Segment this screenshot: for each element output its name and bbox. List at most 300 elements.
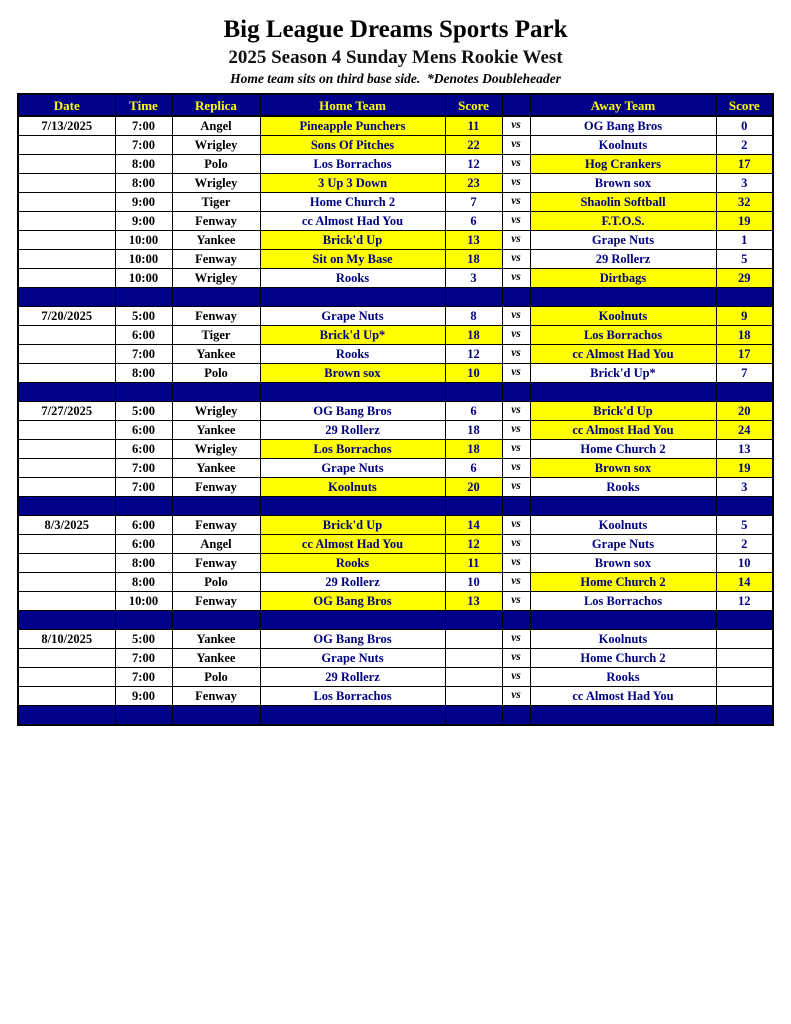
away-score-cell: 2 (716, 535, 773, 554)
game-row (18, 116, 773, 136)
home-team-cell: Koolnuts (260, 478, 445, 497)
away-score-cell (716, 630, 773, 649)
vs-cell: vs (502, 269, 530, 288)
game-row (18, 668, 773, 687)
vs-cell: vs (502, 516, 530, 535)
vs-cell: vs (502, 345, 530, 364)
time-cell: 5:00 (115, 307, 172, 326)
home-score-cell: 18 (445, 440, 502, 459)
date-cell: 7/13/2025 (18, 116, 115, 136)
home-team-cell: Rooks (260, 345, 445, 364)
separator-cell (18, 611, 115, 630)
date-cell (18, 668, 115, 687)
date-cell (18, 649, 115, 668)
time-cell: 7:00 (115, 649, 172, 668)
time-cell: 8:00 (115, 155, 172, 174)
game-row (18, 649, 773, 668)
replica-cell: Yankee (172, 459, 260, 478)
replica-cell: Fenway (172, 554, 260, 573)
date-cell (18, 326, 115, 345)
home-score-cell: 7 (445, 193, 502, 212)
game-row (18, 478, 773, 497)
game-row (18, 345, 773, 364)
col-header-score: Score (716, 94, 773, 116)
away-team-cell: Dirtbags (530, 269, 716, 288)
date-cell (18, 212, 115, 231)
home-team-cell: Grape Nuts (260, 459, 445, 478)
vs-cell: vs (502, 649, 530, 668)
away-team-cell: Koolnuts (530, 630, 716, 649)
date-cell (18, 459, 115, 478)
home-score-cell (445, 630, 502, 649)
vs-cell: vs (502, 421, 530, 440)
away-score-cell: 10 (716, 554, 773, 573)
away-score-cell: 17 (716, 155, 773, 174)
replica-cell: Wrigley (172, 440, 260, 459)
away-team-cell: cc Almost Had You (530, 345, 716, 364)
home-team-cell: Los Borrachos (260, 440, 445, 459)
separator-cell (445, 611, 502, 630)
home-score-cell: 11 (445, 116, 502, 136)
date-cell (18, 345, 115, 364)
home-score-cell (445, 668, 502, 687)
time-cell: 6:00 (115, 326, 172, 345)
home-team-cell: Grape Nuts (260, 307, 445, 326)
away-score-cell: 32 (716, 193, 773, 212)
away-team-cell: Home Church 2 (530, 440, 716, 459)
separator-cell (502, 497, 530, 516)
away-score-cell: 14 (716, 573, 773, 592)
away-team-cell: 29 Rollerz (530, 250, 716, 269)
away-team-cell: Koolnuts (530, 307, 716, 326)
separator-cell (445, 288, 502, 307)
game-row (18, 459, 773, 478)
home-score-cell: 13 (445, 231, 502, 250)
away-team-cell: Brick'd Up (530, 402, 716, 421)
time-cell: 10:00 (115, 269, 172, 288)
replica-cell: Yankee (172, 231, 260, 250)
home-team-cell: cc Almost Had You (260, 212, 445, 231)
separator-cell (716, 288, 773, 307)
game-row (18, 421, 773, 440)
time-cell: 9:00 (115, 212, 172, 231)
away-score-cell: 24 (716, 421, 773, 440)
replica-cell: Wrigley (172, 269, 260, 288)
vs-cell: vs (502, 212, 530, 231)
away-team-cell: Los Borrachos (530, 326, 716, 345)
home-score-cell: 6 (445, 212, 502, 231)
game-row (18, 630, 773, 649)
date-cell (18, 269, 115, 288)
game-row (18, 364, 773, 383)
date-cell: 8/10/2025 (18, 630, 115, 649)
away-team-cell: Brick'd Up* (530, 364, 716, 383)
away-team-cell: Grape Nuts (530, 535, 716, 554)
home-score-cell: 14 (445, 516, 502, 535)
home-score-cell: 13 (445, 592, 502, 611)
separator-cell (172, 706, 260, 726)
away-team-cell: Brown sox (530, 554, 716, 573)
away-score-cell: 29 (716, 269, 773, 288)
home-score-cell: 12 (445, 345, 502, 364)
home-score-cell: 3 (445, 269, 502, 288)
time-cell: 9:00 (115, 193, 172, 212)
home-score-cell: 10 (445, 573, 502, 592)
away-score-cell: 5 (716, 250, 773, 269)
vs-cell: vs (502, 174, 530, 193)
replica-cell: Fenway (172, 592, 260, 611)
home-score-cell: 18 (445, 326, 502, 345)
game-row (18, 193, 773, 212)
away-score-cell: 13 (716, 440, 773, 459)
date-cell (18, 554, 115, 573)
col-header-vs (502, 94, 530, 116)
replica-cell: Angel (172, 116, 260, 136)
date-cell (18, 155, 115, 174)
away-score-cell: 7 (716, 364, 773, 383)
separator-cell (18, 706, 115, 726)
replica-cell: Yankee (172, 421, 260, 440)
separator-cell (716, 383, 773, 402)
game-row (18, 307, 773, 326)
vs-cell: vs (502, 440, 530, 459)
col-header-time: Time (115, 94, 172, 116)
date-cell (18, 136, 115, 155)
col-header-score: Score (445, 94, 502, 116)
separator-cell (502, 288, 530, 307)
home-score-cell: 11 (445, 554, 502, 573)
date-cell (18, 535, 115, 554)
group-separator-row (18, 706, 773, 726)
time-cell: 7:00 (115, 136, 172, 155)
replica-cell: Wrigley (172, 174, 260, 193)
home-team-cell: OG Bang Bros (260, 630, 445, 649)
away-team-cell: Koolnuts (530, 516, 716, 535)
column-header-row (18, 94, 773, 116)
separator-cell (115, 383, 172, 402)
vs-cell: vs (502, 250, 530, 269)
time-cell: 7:00 (115, 459, 172, 478)
home-team-cell: Pineapple Punchers (260, 116, 445, 136)
away-team-cell: Rooks (530, 668, 716, 687)
game-row (18, 592, 773, 611)
time-cell: 7:00 (115, 116, 172, 136)
time-cell: 7:00 (115, 478, 172, 497)
game-row (18, 326, 773, 345)
home-score-cell: 20 (445, 478, 502, 497)
col-header-replica: Replica (172, 94, 260, 116)
separator-cell (530, 611, 716, 630)
time-cell: 10:00 (115, 592, 172, 611)
separator-cell (260, 497, 445, 516)
vs-cell: vs (502, 668, 530, 687)
replica-cell: Wrigley (172, 136, 260, 155)
time-cell: 10:00 (115, 250, 172, 269)
separator-cell (530, 497, 716, 516)
separator-cell (260, 706, 445, 726)
game-row (18, 554, 773, 573)
away-team-cell: Los Borrachos (530, 592, 716, 611)
away-team-cell: cc Almost Had You (530, 687, 716, 706)
home-score-cell: 6 (445, 402, 502, 421)
replica-cell: Fenway (172, 307, 260, 326)
away-score-cell: 1 (716, 231, 773, 250)
replica-cell: Fenway (172, 516, 260, 535)
time-cell: 6:00 (115, 421, 172, 440)
home-team-cell: Brick'd Up (260, 516, 445, 535)
home-score-cell: 8 (445, 307, 502, 326)
separator-cell (18, 383, 115, 402)
vs-cell: vs (502, 307, 530, 326)
date-cell: 7/27/2025 (18, 402, 115, 421)
date-cell (18, 231, 115, 250)
time-cell: 6:00 (115, 535, 172, 554)
time-cell: 6:00 (115, 440, 172, 459)
date-cell (18, 250, 115, 269)
separator-cell (172, 611, 260, 630)
home-team-cell: cc Almost Had You (260, 535, 445, 554)
away-score-cell (716, 687, 773, 706)
game-row (18, 573, 773, 592)
date-cell (18, 193, 115, 212)
replica-cell: Fenway (172, 687, 260, 706)
page-note: Home team sits on third base side. *Denotes Doubleheader (230, 71, 561, 87)
time-cell: 8:00 (115, 174, 172, 193)
replica-cell: Polo (172, 155, 260, 174)
vs-cell: vs (502, 535, 530, 554)
home-team-cell: 29 Rollerz (260, 573, 445, 592)
replica-cell: Angel (172, 535, 260, 554)
away-score-cell: 17 (716, 345, 773, 364)
vs-cell: vs (502, 478, 530, 497)
game-row (18, 136, 773, 155)
col-header-date: Date (18, 94, 115, 116)
home-score-cell: 18 (445, 421, 502, 440)
separator-cell (172, 383, 260, 402)
time-cell: 6:00 (115, 516, 172, 535)
game-row (18, 212, 773, 231)
replica-cell: Yankee (172, 649, 260, 668)
vs-cell: vs (502, 326, 530, 345)
page-subtitle: 2025 Season 4 Sunday Mens Rookie West (228, 46, 563, 68)
date-cell (18, 478, 115, 497)
vs-cell: vs (502, 364, 530, 383)
separator-cell (445, 497, 502, 516)
game-row (18, 516, 773, 535)
time-cell: 10:00 (115, 231, 172, 250)
home-team-cell: Brick'd Up* (260, 326, 445, 345)
separator-cell (716, 611, 773, 630)
replica-cell: Fenway (172, 250, 260, 269)
vs-cell: vs (502, 136, 530, 155)
home-score-cell: 22 (445, 136, 502, 155)
away-score-cell: 3 (716, 174, 773, 193)
vs-cell: vs (502, 231, 530, 250)
home-score-cell: 12 (445, 155, 502, 174)
time-cell: 7:00 (115, 668, 172, 687)
separator-cell (172, 497, 260, 516)
group-separator-row (18, 611, 773, 630)
home-score-cell: 23 (445, 174, 502, 193)
separator-cell (115, 706, 172, 726)
away-score-cell: 5 (716, 516, 773, 535)
away-team-cell: Koolnuts (530, 136, 716, 155)
home-score-cell: 10 (445, 364, 502, 383)
vs-cell: vs (502, 573, 530, 592)
replica-cell: Fenway (172, 212, 260, 231)
time-cell: 8:00 (115, 554, 172, 573)
home-team-cell: Sons Of Pitches (260, 136, 445, 155)
vs-cell: vs (502, 193, 530, 212)
away-score-cell: 9 (716, 307, 773, 326)
away-team-cell: Brown sox (530, 174, 716, 193)
group-separator-row (18, 497, 773, 516)
game-row (18, 402, 773, 421)
home-team-cell: Los Borrachos (260, 687, 445, 706)
schedule-table (17, 93, 774, 726)
separator-cell (445, 706, 502, 726)
separator-cell (445, 383, 502, 402)
page-title: Big League Dreams Sports Park (223, 16, 568, 43)
vs-cell: vs (502, 459, 530, 478)
home-team-cell: 3 Up 3 Down (260, 174, 445, 193)
home-team-cell: Grape Nuts (260, 649, 445, 668)
separator-cell (502, 706, 530, 726)
home-score-cell (445, 687, 502, 706)
date-cell (18, 421, 115, 440)
replica-cell: Tiger (172, 326, 260, 345)
home-score-cell: 18 (445, 250, 502, 269)
date-cell (18, 573, 115, 592)
home-team-cell: Home Church 2 (260, 193, 445, 212)
away-team-cell: Home Church 2 (530, 573, 716, 592)
home-team-cell: Sit on My Base (260, 250, 445, 269)
col-header-away-team: Away Team (530, 94, 716, 116)
home-team-cell: Los Borrachos (260, 155, 445, 174)
separator-cell (115, 288, 172, 307)
separator-cell (260, 611, 445, 630)
away-score-cell (716, 668, 773, 687)
away-team-cell: OG Bang Bros (530, 116, 716, 136)
replica-cell: Tiger (172, 193, 260, 212)
away-team-cell: Rooks (530, 478, 716, 497)
separator-cell (530, 288, 716, 307)
time-cell: 8:00 (115, 573, 172, 592)
game-row (18, 687, 773, 706)
away-team-cell: cc Almost Had You (530, 421, 716, 440)
separator-cell (530, 383, 716, 402)
time-cell: 8:00 (115, 364, 172, 383)
away-score-cell: 0 (716, 116, 773, 136)
time-cell: 7:00 (115, 345, 172, 364)
group-separator-row (18, 288, 773, 307)
home-team-cell: 29 Rollerz (260, 668, 445, 687)
game-row (18, 155, 773, 174)
home-team-cell: OG Bang Bros (260, 402, 445, 421)
away-team-cell: Brown sox (530, 459, 716, 478)
time-cell: 9:00 (115, 687, 172, 706)
home-team-cell: Rooks (260, 269, 445, 288)
away-team-cell: F.T.O.S. (530, 212, 716, 231)
replica-cell: Yankee (172, 345, 260, 364)
away-score-cell: 3 (716, 478, 773, 497)
col-header-home-team: Home Team (260, 94, 445, 116)
home-score-cell (445, 649, 502, 668)
separator-cell (18, 497, 115, 516)
away-score-cell: 19 (716, 212, 773, 231)
game-row (18, 231, 773, 250)
replica-cell: Polo (172, 573, 260, 592)
separator-cell (530, 706, 716, 726)
separator-cell (502, 611, 530, 630)
home-team-cell: Brick'd Up (260, 231, 445, 250)
vs-cell: vs (502, 402, 530, 421)
away-score-cell (716, 649, 773, 668)
home-score-cell: 6 (445, 459, 502, 478)
home-score-cell: 12 (445, 535, 502, 554)
separator-cell (172, 288, 260, 307)
replica-cell: Polo (172, 364, 260, 383)
home-team-cell: Brown sox (260, 364, 445, 383)
separator-cell (502, 383, 530, 402)
game-row (18, 250, 773, 269)
game-row (18, 269, 773, 288)
date-cell: 7/20/2025 (18, 307, 115, 326)
date-cell (18, 687, 115, 706)
time-cell: 5:00 (115, 402, 172, 421)
home-team-cell: 29 Rollerz (260, 421, 445, 440)
separator-cell (260, 383, 445, 402)
separator-cell (716, 497, 773, 516)
replica-cell: Polo (172, 668, 260, 687)
replica-cell: Fenway (172, 478, 260, 497)
game-row (18, 440, 773, 459)
away-team-cell: Grape Nuts (530, 231, 716, 250)
vs-cell: vs (502, 592, 530, 611)
vs-cell: vs (502, 630, 530, 649)
separator-cell (260, 288, 445, 307)
separator-cell (716, 706, 773, 726)
away-team-cell: Hog Crankers (530, 155, 716, 174)
date-cell (18, 364, 115, 383)
away-team-cell: Shaolin Softball (530, 193, 716, 212)
separator-cell (115, 611, 172, 630)
separator-cell (18, 288, 115, 307)
away-team-cell: Home Church 2 (530, 649, 716, 668)
game-row (18, 174, 773, 193)
home-team-cell: Rooks (260, 554, 445, 573)
date-cell (18, 592, 115, 611)
away-score-cell: 19 (716, 459, 773, 478)
vs-cell: vs (502, 116, 530, 136)
date-cell (18, 174, 115, 193)
vs-cell: vs (502, 155, 530, 174)
away-score-cell: 20 (716, 402, 773, 421)
date-cell: 8/3/2025 (18, 516, 115, 535)
vs-cell: vs (502, 687, 530, 706)
home-team-cell: OG Bang Bros (260, 592, 445, 611)
away-score-cell: 12 (716, 592, 773, 611)
vs-cell: vs (502, 554, 530, 573)
time-cell: 5:00 (115, 630, 172, 649)
separator-cell (115, 497, 172, 516)
game-row (18, 535, 773, 554)
replica-cell: Yankee (172, 630, 260, 649)
away-score-cell: 18 (716, 326, 773, 345)
replica-cell: Wrigley (172, 402, 260, 421)
date-cell (18, 440, 115, 459)
group-separator-row (18, 383, 773, 402)
